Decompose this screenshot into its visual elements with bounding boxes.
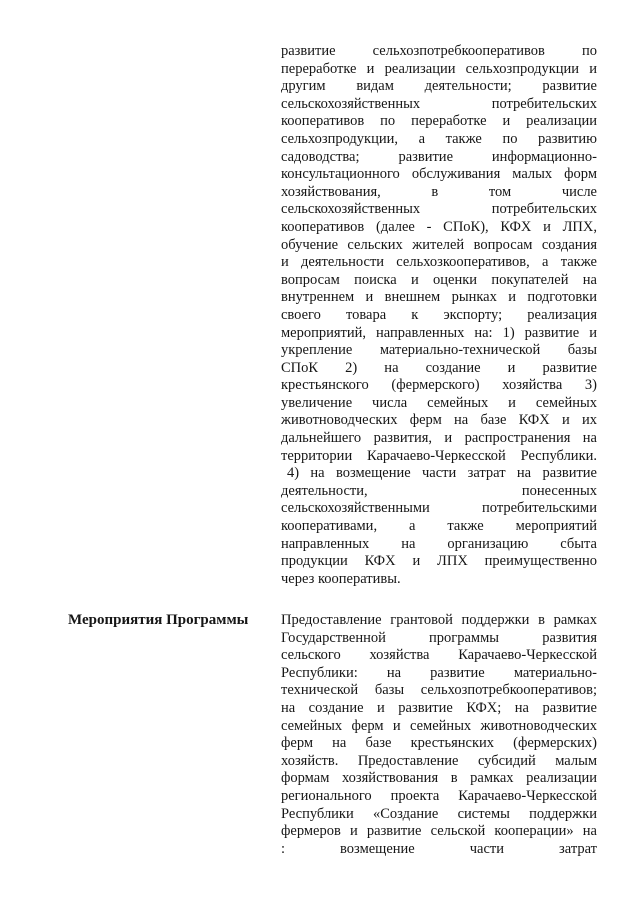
section-label-program-measures: Мероприятия Программы — [68, 612, 249, 628]
text-line: Государственной программы развития — [281, 629, 597, 646]
text-line: консультационного обслуживания малых форм — [281, 166, 597, 183]
text-line: своего товара к экспорту; реализация — [281, 306, 597, 323]
text-line: укрепление материально-технической базы — [281, 342, 597, 359]
text-line: регионального проекта Карачаево-Черкесской — [281, 787, 597, 804]
text-line: продукции КФХ и ЛПХ преимущественно — [281, 553, 597, 570]
text-line: хозяйствования, в том числе — [281, 183, 597, 200]
text-line: сельскохозяйственных потребительских — [281, 201, 597, 218]
text-line: кооперативов (далее - СПоК), КФХ и ЛПХ, — [281, 218, 597, 235]
text-line: другим видам деятельности; развитие — [281, 78, 597, 95]
text-line: садоводства; развитие информационно- — [281, 148, 597, 165]
text-line: деятельности, понесенных — [281, 482, 597, 499]
program-goals-text-block — [281, 43, 597, 588]
text-line: на создание и развитие КФХ; на развитие — [281, 699, 597, 716]
text-line: переработке и реализации сельхозпродукции и — [281, 60, 597, 77]
text-line: Предоставление грантовой поддержки в рамках — [281, 612, 597, 628]
text-line: семейных ферм и семейных животноводческих — [281, 717, 597, 734]
text-line: мероприятий, направленных на: 1) развитие и — [281, 324, 597, 341]
text-line: территории Карачаево-Черкесской Республики. — [281, 447, 597, 464]
text-line: дальнейшего развития, и распространения на — [281, 430, 597, 447]
text-line: вопросам поиска и оценки покупателей на — [281, 271, 597, 288]
text-line: СПоК 2) на создание и развитие — [281, 359, 597, 376]
text-line: через кооперативы. — [281, 570, 401, 587]
text-line: фермеров и развитие сельской кооперации» на — [281, 823, 597, 840]
text-line: хозяйств. Предоставление субсидий малым — [281, 752, 597, 769]
text-line: обучение сельских жителей вопросам создания — [281, 236, 597, 253]
text-line: сельского хозяйства Карачаево-Черкесской — [281, 647, 597, 664]
text-line: развитие сельхозпотребкооперативов по — [281, 43, 597, 59]
text-line: сельхозпродукции, а также по развитию — [281, 130, 597, 147]
program-measures-text-block — [281, 612, 597, 858]
text-line: 4) на возмещение части затрат на развитие — [287, 465, 597, 482]
text-line: и деятельности сельхозкооперативов, а также — [281, 254, 597, 271]
text-line: технической базы сельхозпотребкооперативов; — [281, 682, 597, 699]
text-line: внутреннем и внешнем рынках и подготовки — [281, 289, 597, 306]
text-line: : возмещение части затрат — [281, 840, 597, 857]
text-line: формам хозяйствования в рамках реализации — [281, 770, 597, 787]
text-line: направленных на организацию сбыта — [281, 535, 597, 552]
text-line: крестьянского (фермерского) хозяйства 3) — [281, 377, 597, 394]
text-line: Республики «Создание системы поддержки — [281, 805, 597, 822]
text-line: кооперативов по переработке и реализации — [281, 113, 597, 130]
text-line: сельскохозяйственных потребительских — [281, 95, 597, 112]
text-line: животноводческих ферм на базе КФХ и их — [281, 412, 597, 429]
text-line: ферм на базе крестьянских (фермерских) — [281, 735, 597, 752]
text-line: сельскохозяйственными потребительскими — [281, 500, 597, 517]
text-line: Республики: на развитие материально- — [281, 664, 597, 681]
text-line: кооперативами, а также мероприятий — [281, 518, 597, 535]
text-line: увеличение числа семейных и семейных — [281, 394, 597, 411]
